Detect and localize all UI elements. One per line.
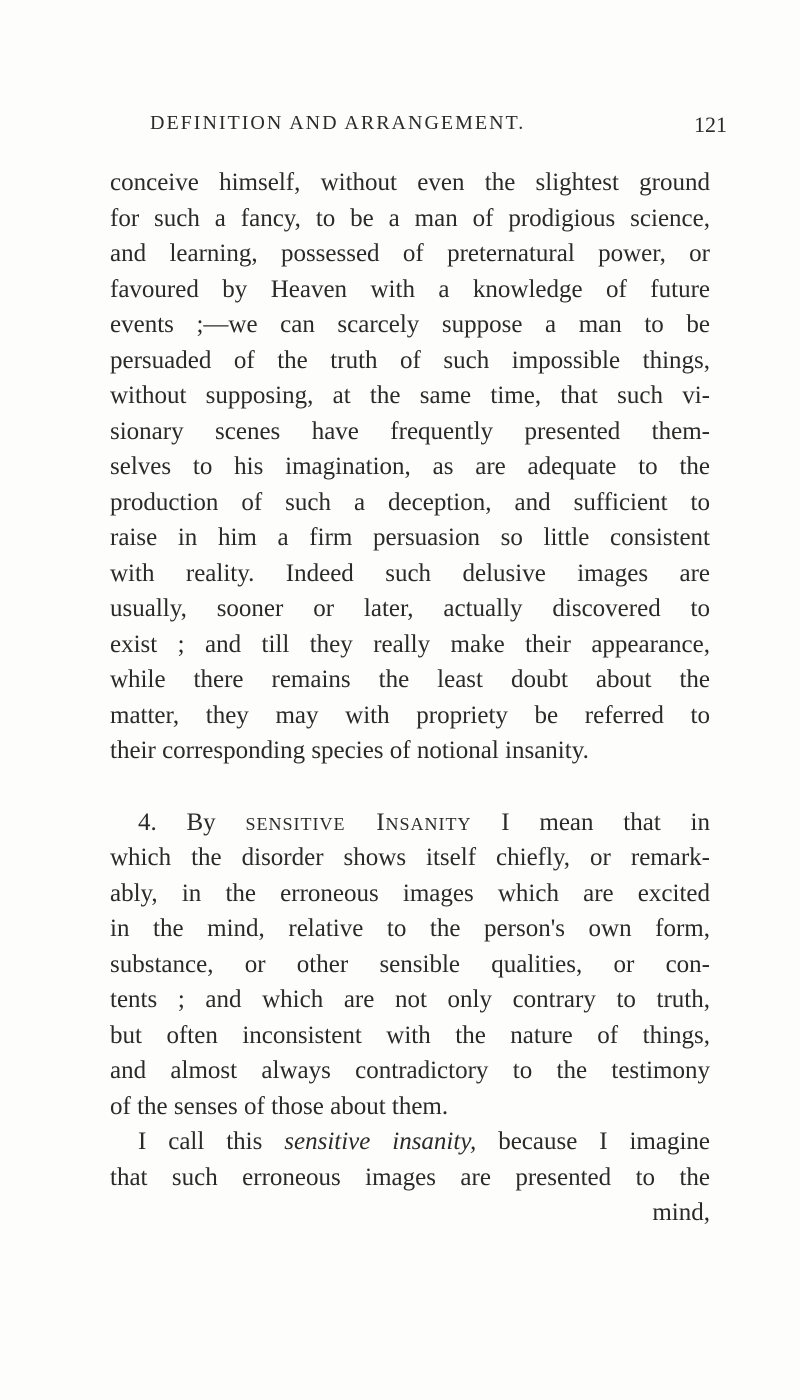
text-line-first (110, 805, 710, 841)
text-line: without supposing, at the same time, that such vi- (110, 382, 710, 409)
text-line-first (110, 1124, 710, 1160)
text-line: events ;—we can scarcely suppose a man to be (110, 311, 710, 338)
running-title: DEFINITION AND ARRANGEMENT. (150, 112, 526, 134)
text-line: but often inconsistent with the nature of things, (110, 1021, 710, 1049)
text-line: of the senses of those about them. (110, 1092, 449, 1120)
text-run: I call this (138, 1128, 285, 1155)
text-line: with reality. Indeed such delusive images are (110, 559, 710, 587)
paragraph-spacer (110, 769, 710, 805)
text-line: and learning, possessed of preternatural power, or (110, 240, 710, 267)
text-line: tents ; and which are not only contrary to truth, (110, 986, 710, 1013)
text-line: for such a fancy, to be a man of prodigious science, (110, 204, 710, 232)
text-line: selves to his imagination, as are adequate to the (110, 453, 710, 480)
text-line: ably, in the erroneous images which are excited (110, 879, 710, 907)
text-run: because I imagine (476, 1128, 710, 1155)
text-line: their corresponding species of notional insanity. (110, 737, 589, 764)
text-line: that such erroneous images are presented to the (110, 1163, 710, 1191)
text-line: raise in him a firm persuasion so little consistent (110, 524, 710, 551)
text-run: I mean that in (471, 808, 710, 836)
text-line: favoured by Heaven with a knowledge of future (110, 275, 710, 303)
defined-term: sensitive Insanity (245, 808, 472, 836)
text-line: substance, or other sensible qualities, or con- (110, 950, 710, 978)
italic-term: sensitive insanity, (284, 1128, 477, 1155)
text-line: exist ; and till they really make their appearance, (110, 630, 710, 658)
text-line: usually, sooner or later, actually discovered to (110, 595, 710, 622)
running-head (0, 112, 800, 142)
body-text (110, 165, 710, 1231)
text-line: production of such a deception, and sufficient to (110, 488, 710, 516)
paragraph-continued (110, 165, 710, 769)
text-line: conceive himself, without even the slightest ground (110, 169, 710, 196)
text-line: in the mind, relative to the person's own form, (110, 915, 710, 942)
paragraph-naming (110, 1124, 710, 1231)
text-line: sionary scenes have frequently presented them- (110, 417, 710, 445)
paragraph-sensitive-insanity (110, 805, 710, 1125)
text-line: matter, they may with propriety be referred to (110, 701, 710, 729)
page-number: 121 (694, 112, 727, 137)
catchword: mind, (652, 1199, 710, 1226)
text-line: persuaded of the truth of such impossible things, (110, 346, 710, 374)
text-line: which the disorder shows itself chiefly, or remark- (110, 844, 710, 871)
text-line: and almost always contradictory to the testimony (110, 1057, 710, 1084)
section-number: 4. By (138, 808, 246, 836)
text-line: while there remains the least doubt about the (110, 666, 710, 693)
